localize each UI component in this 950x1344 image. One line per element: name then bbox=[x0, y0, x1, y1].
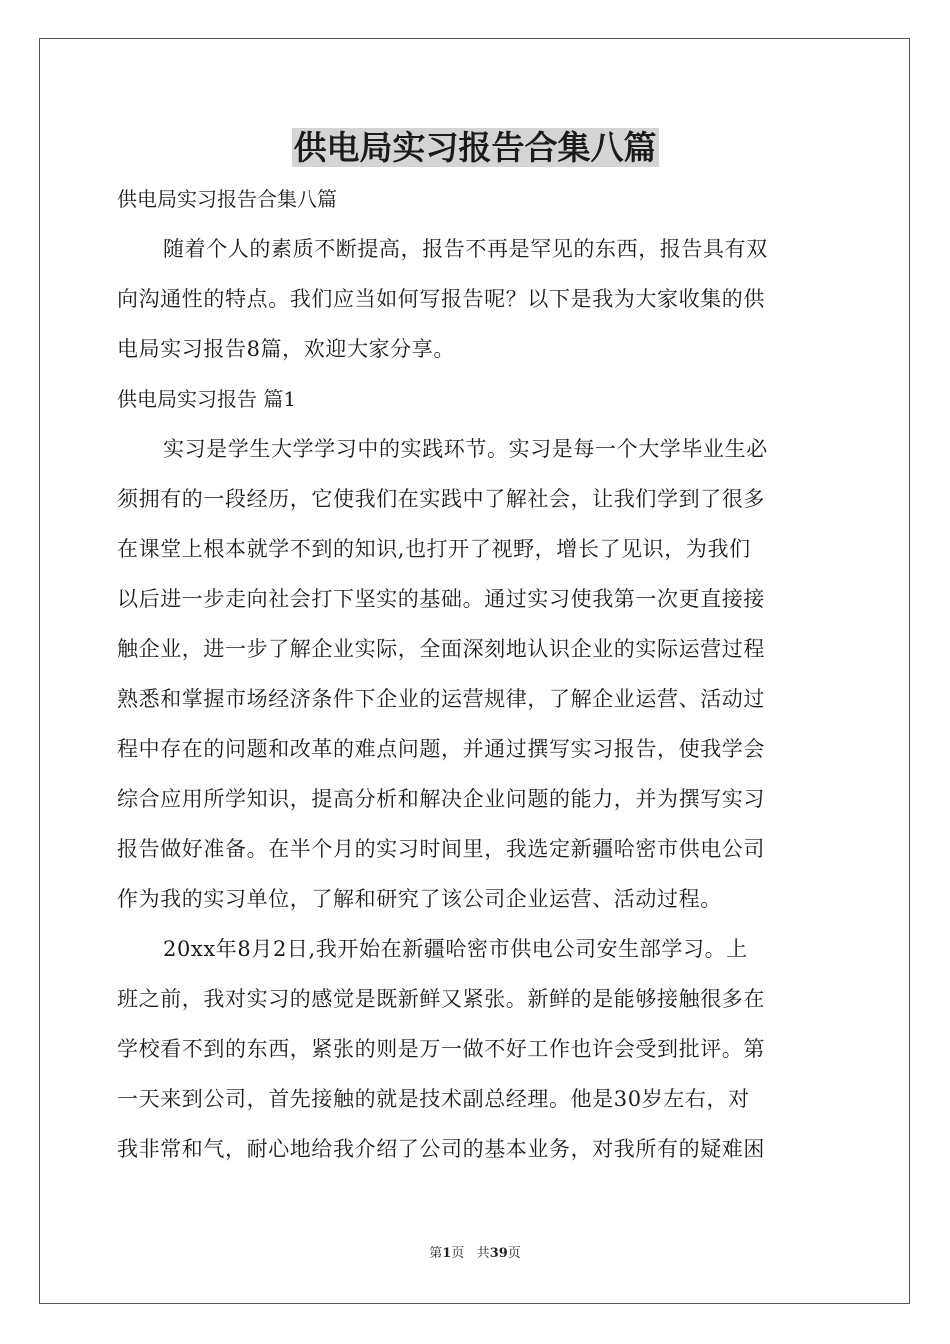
section-heading-1: 供电局实习报告 篇1 bbox=[117, 387, 297, 411]
paragraph-line: 须拥有的一段经历，它使我们在实践中了解社会，让我们学到了很多 bbox=[117, 487, 765, 511]
document-body bbox=[117, 174, 833, 1174]
document-subtitle: 供电局实习报告合集八篇 bbox=[117, 187, 337, 211]
paragraph-line: 学校看不到的东西，紧张的则是万一做不好工作也许会受到批评。第 bbox=[117, 1037, 765, 1061]
footer-total-prefix: 共 bbox=[476, 1246, 490, 1261]
paragraph-line: 以后进一步走向社会打下坚实的基础。通过实习使我第一次更直接接 bbox=[117, 587, 765, 611]
paragraph-line: 触企业，进一步了解企业实际，全面深刻地认识企业的实际运营过程 bbox=[117, 637, 765, 661]
paragraph-line: 一天来到公司，首先接触的就是技术副总经理。他是30岁左右，对 bbox=[117, 1087, 750, 1111]
paragraph-line: 熟悉和掌握市场经济条件下企业的运营规律，了解企业运营、活动过 bbox=[117, 687, 765, 711]
document-title bbox=[0, 124, 950, 172]
footer-page-prefix: 第 bbox=[429, 1246, 443, 1261]
paragraph-line: 20xx年8月2日,我开始在新疆哈密市供电公司安生部学习。上 bbox=[163, 937, 748, 961]
footer-total-suffix: 页 bbox=[507, 1246, 521, 1261]
paragraph-line: 报告做好准备。在半个月的实习时间里，我选定新疆哈密市供电公司 bbox=[117, 837, 765, 861]
document-title-text: 供电局实习报告合集八篇 bbox=[293, 128, 657, 167]
footer-page-suffix: 页 bbox=[451, 1246, 465, 1261]
footer-page-number: 1 bbox=[442, 1246, 452, 1261]
footer-total-pages: 39 bbox=[489, 1246, 508, 1261]
paragraph-line: 班之前，我对实习的感觉是既新鲜又紧张。新鲜的是能够接触很多在 bbox=[117, 987, 765, 1011]
paragraph-line: 电局实习报告8篇，欢迎大家分享。 bbox=[117, 337, 455, 361]
paragraph-line: 综合应用所学知识，提高分析和解决企业问题的能力，并为撰写实习 bbox=[117, 787, 765, 811]
paragraph-line: 在课堂上根本就学不到的知识,也打开了视野，增长了见识，为我们 bbox=[117, 537, 751, 561]
paragraph-line: 程中存在的问题和改革的难点问题，并通过撰写实习报告，使我学会 bbox=[117, 737, 765, 761]
paragraph-line: 实习是学生大学学习中的实践环节。实习是每一个大学毕业生必 bbox=[163, 437, 768, 461]
paragraph-line: 向沟通性的特点。我们应当如何写报告呢？以下是我为大家收集的供 bbox=[117, 287, 765, 311]
paragraph-1 bbox=[117, 424, 833, 924]
intro-paragraph bbox=[117, 224, 833, 374]
paragraph-line: 随着个人的素质不断提高，报告不再是罕见的东西，报告具有双 bbox=[163, 237, 768, 261]
paragraph-line: 作为我的实习单位，了解和研究了该公司企业运营、活动过程。 bbox=[117, 887, 722, 911]
paragraph-line: 我非常和气，耐心地给我介绍了公司的基本业务，对我所有的疑难困 bbox=[117, 1137, 765, 1161]
page-footer bbox=[0, 1244, 950, 1264]
paragraph-2 bbox=[117, 924, 833, 1174]
